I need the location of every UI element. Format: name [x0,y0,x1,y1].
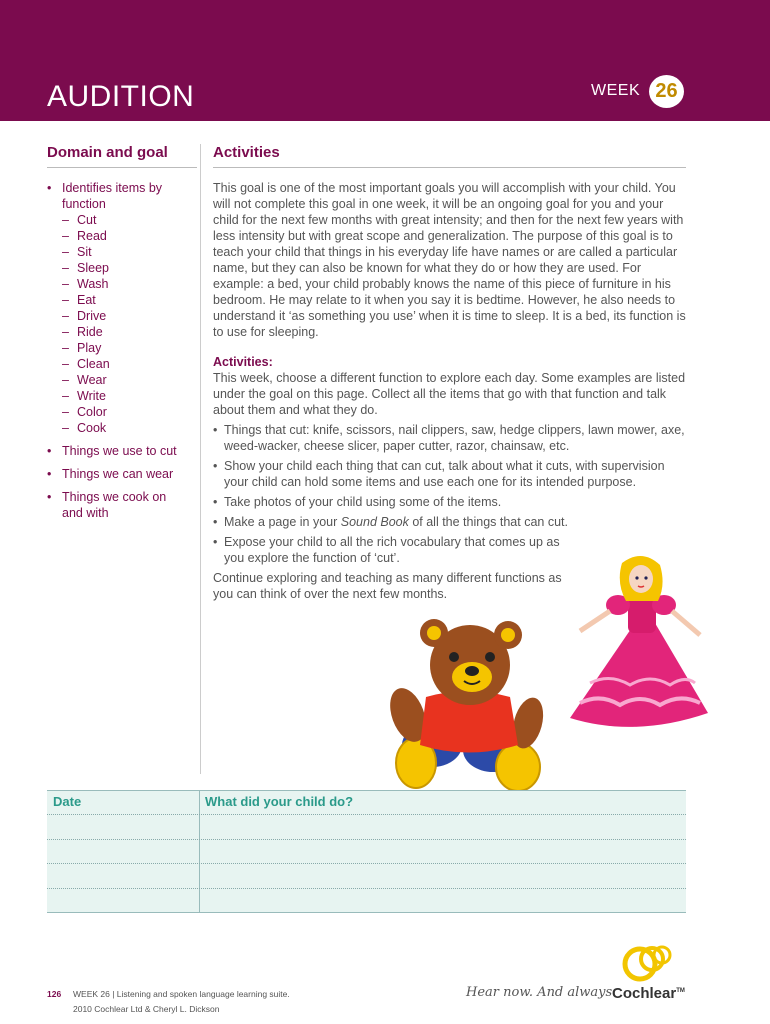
table-row[interactable] [47,839,686,840]
activity-bullet: • Make a page in your Sound Book of all the things that can cut. [213,515,568,529]
date-column-header: Date [53,794,82,809]
activities-body [213,180,688,602]
cochlear-brand-name: Cochlear™ [612,985,685,1002]
sublist-item: – Wear [62,373,107,387]
week-label: WEEK [591,82,641,99]
left-heading-rule [47,167,197,168]
table-row[interactable] [47,814,686,815]
sublist-item: – Sleep [62,261,109,275]
goal-item: • Things we use to cut [47,444,177,458]
sublist-item: – Play [62,341,102,355]
progress-log-table [47,790,686,913]
page-title: AUDITION [47,80,195,113]
cochlear-logo-icon [622,940,678,982]
table-row[interactable] [47,888,686,889]
teddy-bear-illustration [388,615,548,790]
goal-text: Identifies items by [62,181,163,195]
week-number-badge: 26 [649,75,684,108]
sublist-item: – Eat [62,293,96,307]
goal-item: • Things we can wear [47,467,174,481]
sublist-item: – Cook [62,421,107,435]
sound-book-title: Sound Book [340,515,409,529]
activities-heading: Activities [213,144,280,161]
goal-item: • Identifies items by function [47,181,163,211]
sublist-item: – Ride [62,325,103,339]
trademark-symbol: TM [676,988,685,994]
page-number: 126 [47,989,62,999]
intro-paragraph: This goal is one of the most important goals you will accomplish with your child. You will not complete this goal in one week, it will be an ongoing goal for you and your child for the next few months with great intensity; and then for the next few years with less intensity but with great scope and generalization. The purpose of this goal is to teach your child that things in his everyday life have names or are called a particular name, but they can also be known for what they do or how they are used. For example: a bed, your child probably knows the name of this piece of furniture in his bedroom. He may relate to it when you say it is bedtime. However, he also needs to understand it ‘as something you use’ when it is time to sleep. It is a bed, its function is to use for sleeping. [213,181,686,339]
child-response-column-header: What did your child do? [205,794,354,809]
sublist-item: – Color [62,405,107,419]
activity-bullet: • Take photos of your child using some of the items. [213,495,502,509]
activity-bullet: • Expose your child to all the rich vocabulary that comes up as you explore the function of ‘cut’. [213,535,560,565]
footer-suite-line: WEEK 26 | Listening and spoken language learning suite. [73,989,290,999]
header-banner [0,0,770,121]
sublist-item: – Sit [62,245,92,259]
domain-goal-heading: Domain and goal [47,144,168,161]
column-divider [200,144,201,774]
sublist-item: – Write [62,389,106,403]
sublist-item: – Read [62,229,107,243]
goal-item: • Things we cook on and with [47,490,167,520]
brand-tagline: Hear now. And always [466,985,613,1000]
goals-list [47,180,197,521]
right-heading-rule [213,167,686,168]
princess-doll-illustration [560,553,710,738]
sublist-item: – Cut [62,213,97,227]
sublist-item: – Drive [62,309,107,323]
sublist-item: – Wash [62,277,109,291]
activities-lead: This week, choose a different function to explore each day. Some examples are listed under the goal on this page. Collect all the items that go with that function and talk about them and what they do. [213,371,686,417]
goal-text: function [62,197,106,211]
activity-bullet: • Show your child each thing that can cut, talk about what it cuts, with supervision your child can hold some items and use each one for its intended purpose. [213,459,665,489]
table-column-divider [199,790,200,913]
closing-paragraph: Continue exploring and teaching as many different functions as you can think of over the next few months. [213,571,562,601]
activities-subheading: Activities: [213,355,273,369]
table-row[interactable] [47,863,686,864]
sublist-item: – Clean [62,357,110,371]
activity-bullet: • Things that cut: knife, scissors, nail clippers, saw, hedge clippers, lawn mower, axe, weed-wacker, cheese slicer, paper cutter, razor, chainsaw, etc. [213,423,685,453]
function-sublist [47,212,197,436]
footer-copyright: 2010 Cochlear Ltd & Cheryl L. Dickson [73,1004,220,1014]
